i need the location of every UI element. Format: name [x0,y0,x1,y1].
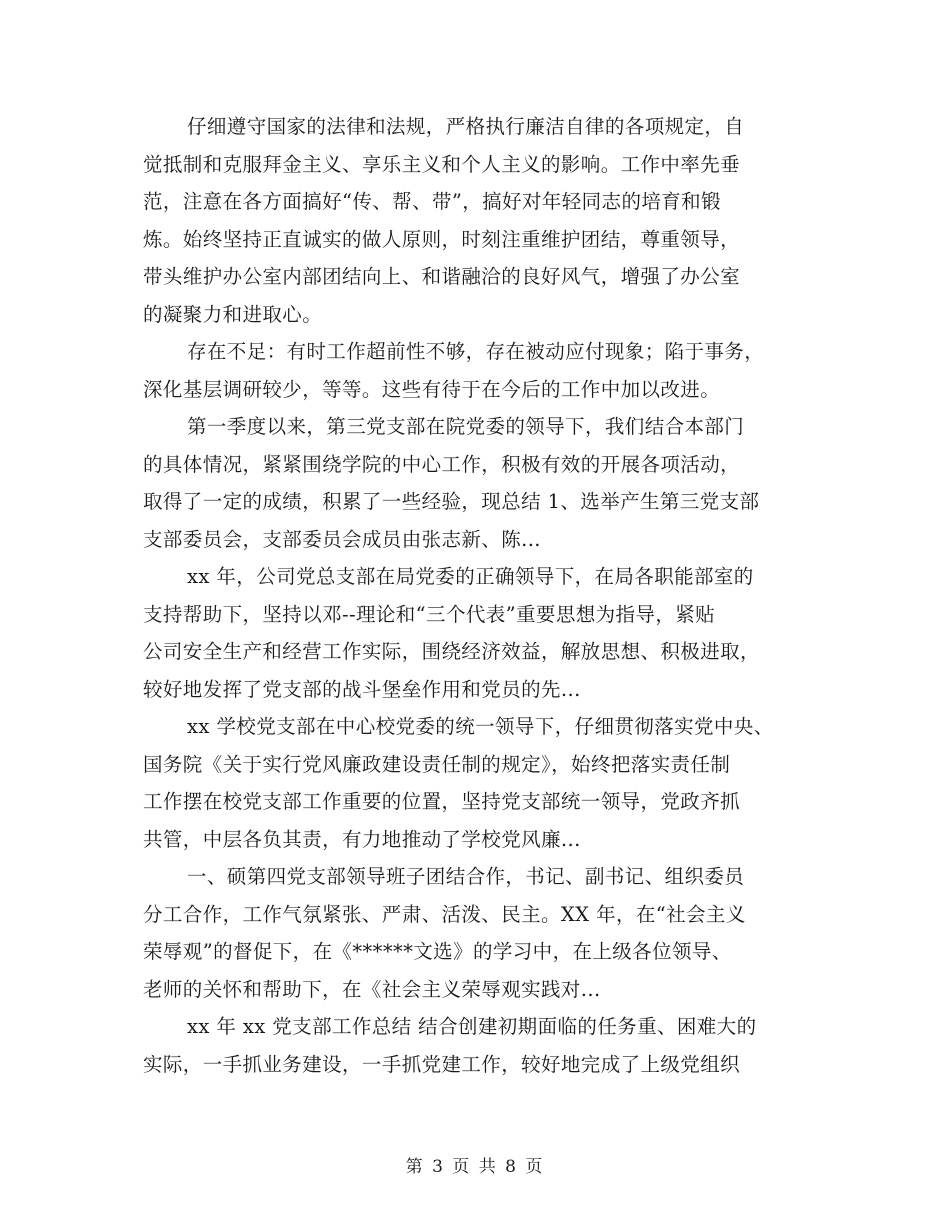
text-line: 老师的关怀和帮助下，在《社会主义荣辱观实践对... [143,977,601,1001]
text-line: xx 年 xx 党支部工作总结 结合创建初期面临的任务重、困难大的 [187,1015,757,1038]
text-line: 一、硕第四党支部领导班子团结合作，书记、副书记、组织委员 [187,865,745,888]
text-line: 深化基层调研较少，等等。这些有待于在今后的工作中加以改进。 [143,377,721,401]
text-line: 存在不足：有时工作超前性不够，存在被动应付现象；陷于事务， [187,340,765,363]
page-number-footer: 第 3 页 共 8 页 [405,1157,545,1177]
text-line: 支持帮助下，坚持以邓--理论和“三个代表”重要思想为指导，紧贴 [143,602,716,626]
text-line: 实际，一手抓业务建设，一手抓党建工作，较好地完成了上级党组织 [143,1052,741,1076]
paragraph-7 [143,1008,811,1083]
text-line: 共管，中层各负其责，有力地推动了学校党风廉... [143,827,581,851]
text-line: 支部委员会，支部委员会成员由张志新、陈... [143,527,541,551]
paragraph-4 [143,558,811,708]
text-line: 的具体情况，紧紧围绕学院的中心工作，积极有效的开展各项活动， [143,452,741,476]
text-line: 工作摆在校党支部工作重要的位置，坚持党支部统一领导，党政齐抓 [143,790,741,813]
text-line: 第一季度以来，第三党支部在院党委的领导下，我们结合本部门 [187,415,745,438]
paragraph-2 [143,333,811,408]
text-line: 的凝聚力和进取心。 [143,302,323,326]
text-line: 分工合作，工作气氛紧张、严肃、活泼、民主。XX 年，在“社会主义 [143,902,746,926]
paragraph-1 [143,108,811,333]
paragraph-3 [143,408,811,558]
document-body [143,108,811,1083]
paragraph-5 [143,708,811,858]
text-line: xx 学校党支部在中心校党委的统一领导下，仔细贯彻落实党中央、 [187,715,774,738]
text-line: 带头维护办公室内部团结向上、和谐融洽的良好风气，增强了办公室 [143,265,741,288]
text-line: 取得了一定的成绩，积累了一些经验，现总结 1、选举产生第三党支部 [143,490,760,513]
text-line: 公司安全生产和经营工作实际，围绕经济效益，解放思想、积极进取， [143,640,760,663]
text-line: 觉抵制和克服拜金主义、享乐主义和个人主义的影响。工作中率先垂 [143,152,741,176]
text-line: 炼。始终坚持正直诚实的做人原则，时刻注重维护团结，尊重领导， [143,227,741,251]
text-line: xx 年，公司党总支部在局党委的正确领导下，在局各职能部室的 [187,565,754,588]
text-line: 仔细遵守国家的法律和法规，严格执行廉洁自律的各项规定，自 [187,115,745,138]
text-line: 国务院《关于实行党风廉政建设责任制的规定》，始终把落实责任制 [143,752,731,776]
text-line: 范，注意在各方面搞好“传、帮、带”，搞好对年轻同志的培育和锻 [143,190,721,213]
text-line: 较好地发挥了党支部的战斗堡垒作用和党员的先... [143,677,581,701]
text-line: 荣辱观”的督促下，在《******文选》的学习中，在上级各位领导、 [143,940,732,963]
paragraph-6 [143,858,811,1008]
